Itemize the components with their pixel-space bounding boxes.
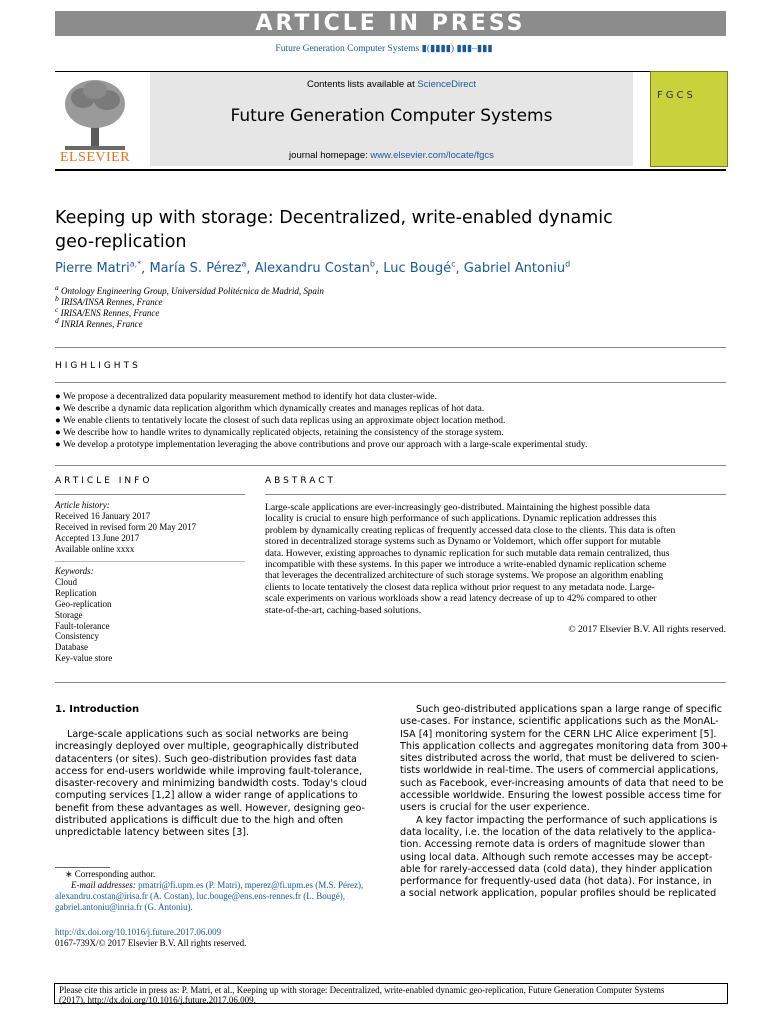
history-label: Article history: bbox=[55, 500, 110, 510]
introduction-heading: 1. Introduction bbox=[55, 704, 140, 715]
abstract-line: locality is crucial to ensure high performance of such applications. Dynamic replication addresses this bbox=[265, 513, 657, 525]
history-item: Available online xxxx bbox=[55, 543, 135, 554]
citation-line: (2017), http://dx.doi.org/10.1016/j.future.2017.06.009. bbox=[59, 995, 256, 1005]
abstract-copyright: © 2017 Elsevier B.V. All rights reserved. bbox=[568, 624, 726, 635]
affiliation: $^b$ IRISA/INSA Rennes, France bbox=[55, 294, 163, 307]
highlight-item: ● We enable clients to tentatively locate the closest of such data replicas using an approximate object location method. bbox=[55, 416, 506, 426]
history-item: Accepted 13 June 2017 bbox=[55, 532, 140, 543]
abstract-text bbox=[265, 502, 726, 616]
affiliation: $^d$ INRIA Rennes, France bbox=[55, 316, 143, 329]
homepage-link[interactable]: www.elsevier.com/locate/fgcs bbox=[370, 150, 494, 161]
body-line: This application collects and aggregates monitoring data from 300+ bbox=[400, 740, 729, 752]
email-label: E-mail addresses: bbox=[71, 880, 136, 890]
abstract-heading: ABSTRACT bbox=[265, 476, 337, 486]
body-rule bbox=[55, 682, 726, 683]
body-line: tion. Accessing remote data is orders of magnitude slower than bbox=[400, 839, 706, 851]
author-list: Pierre Matri$^{a,*}$, María S. Pérez$^a$, Alexandru Costan$^b$, Luc Bougé$^c$, Gabriel Antoniu$^d$ bbox=[55, 260, 571, 277]
author-name[interactable]: María S. Pérez$^a$ bbox=[149, 260, 247, 277]
highlights-rule-top bbox=[55, 347, 726, 348]
elsevier-wordmark: ELSEVIER bbox=[59, 150, 131, 165]
journal-name: Future Generation Computer Systems bbox=[230, 106, 553, 126]
keyword: Geo-replication bbox=[55, 598, 112, 609]
abstract-line: clients to locate tentatively the closest data replica without prior request to any metadata node. Large- bbox=[265, 581, 655, 593]
body-line: distributed applications is difficult due to the high and often bbox=[55, 815, 344, 827]
cover-title: FGCS bbox=[657, 90, 696, 101]
footnote-rule bbox=[55, 867, 110, 868]
email-line[interactable]: pmatri@fi.upm.es (P. Matri), mperez@fi.upm.es (M.S. Pérez), bbox=[138, 880, 364, 890]
info-rule-top bbox=[55, 465, 726, 466]
body-line: access for end-users worldwide while improving fault-tolerance, bbox=[55, 765, 363, 777]
contents-prefix: Contents lists available at bbox=[307, 79, 418, 90]
highlight-item: ● We describe a dynamic data replication algorithm which dynamically creates and manages replicas of hot data. bbox=[55, 404, 485, 414]
doi-link[interactable]: http://dx.doi.org/10.1016/j.future.2017.06.009 bbox=[55, 927, 222, 937]
abstract-line: data. However, existing approaches to dynamic replication for such mutable data remain centralized, thus bbox=[265, 547, 670, 559]
highlights-rule bbox=[55, 382, 726, 383]
article-history bbox=[55, 500, 196, 555]
title-line-2: geo-replication bbox=[55, 232, 187, 252]
highlight-item: ● We develop a prototype implementation leveraging the above contributions and prove our approach with a large-scale experimental study. bbox=[55, 440, 588, 450]
homepage-prefix: journal homepage: bbox=[289, 150, 371, 161]
article-in-press-banner: ARTICLE IN PRESS bbox=[55, 11, 726, 36]
body-line: users is crucial for the user experience. bbox=[400, 802, 590, 814]
author-name[interactable]: Gabriel Antoniu$^d$ bbox=[463, 260, 571, 277]
corresponding-author: Corresponding author. bbox=[74, 869, 156, 879]
header-bottom-rule bbox=[55, 169, 726, 171]
sciencedirect-link[interactable]: ScienceDirect bbox=[417, 79, 476, 90]
keyword: Fault-tolerance bbox=[55, 620, 110, 631]
body-line: increasingly deployed over multiple, geographically distributed bbox=[55, 741, 359, 753]
citation-line: Please cite this article in press as: P. Matri, et al., Keeping up with storage: Decentralized, write-enabled dynamic geo-replication, Future Generation Computer Systems bbox=[59, 985, 665, 995]
citation-box bbox=[54, 983, 728, 1004]
homepage-line bbox=[150, 150, 633, 161]
affiliation: $^a$ Ontology Engineering Group, Universidad Politécnica de Madrid, Spain bbox=[55, 283, 324, 296]
body-line: able for rarely-accessed data (cold data), they hinder application bbox=[400, 863, 713, 875]
body-line: data locality, i.e. the location of the data relatively to the applica- bbox=[400, 826, 716, 838]
journal-reference-name: Future Generation Computer Systems bbox=[275, 44, 420, 54]
abstract-line: that leverages the decentralized architecture of such storage systems. We propose an algorithm enabling bbox=[265, 570, 664, 582]
article-title bbox=[55, 206, 695, 254]
author-name[interactable]: Pierre Matri$^{a,*}$ bbox=[55, 260, 142, 277]
highlights-heading: HIGHLIGHTS bbox=[55, 361, 141, 371]
body-line: datacenters (or sites). Such geo-distribution provides fast data bbox=[55, 753, 357, 765]
body-line: performance for frequently-used data (hot data). For instance, in bbox=[400, 876, 712, 888]
footnote bbox=[55, 869, 363, 913]
abstract-line: Large-scale applications are ever-increasingly geo-distributed. Maintaining the highest possible data bbox=[265, 502, 650, 513]
keyword: Replication bbox=[55, 587, 97, 598]
body-line: ISA [4] monitoring system for the CERN LHC Alice experiment [5]. bbox=[400, 728, 717, 740]
keywords-rule bbox=[55, 561, 245, 562]
body-line: Such geo-distributed applications span a large range of specific bbox=[416, 704, 723, 715]
elsevier-logo bbox=[55, 74, 135, 166]
body-line: a social network application, popular profiles should be replicated bbox=[400, 888, 717, 900]
body-line: Large-scale applications such as social networks are being bbox=[67, 729, 349, 740]
author-name[interactable]: Alexandru Costan$^b$ bbox=[254, 260, 375, 277]
title-line-1: Keeping up with storage: Decentralized, write-enabled dynamic bbox=[55, 208, 613, 228]
body-line: disaster-recovery and minimizing bandwidth costs. Today's cloud bbox=[55, 778, 367, 790]
footnote-star: ∗ bbox=[65, 869, 73, 879]
keyword: Storage bbox=[55, 609, 83, 620]
history-item: Received in revised form 20 May 2017 bbox=[55, 521, 196, 532]
body-line: accessible worldwide. Ensuring the lowest possible access time for bbox=[400, 790, 722, 802]
history-item: Received 16 January 2017 bbox=[55, 510, 151, 521]
issn-line: 0167-739X/© 2017 Elsevier B.V. All rights reserved. bbox=[55, 938, 247, 948]
abstract-line: scale experiments on various workloads show a read latency decrease of up to 42% compared to other bbox=[265, 593, 657, 605]
abstract-line: incompatible with these systems. In this paper we introduce a write-enabled dynamic replication scheme bbox=[265, 559, 667, 571]
author-name[interactable]: Luc Bougé$^c$ bbox=[383, 260, 456, 277]
keyword: Consistency bbox=[55, 631, 99, 642]
abstract-line: stored in decentralized storage systems such as Dynamo or Voldemort, which offer support for mutable bbox=[265, 536, 661, 548]
body-line: tists worldwide in real-time. The users of commercial applications, bbox=[400, 765, 719, 777]
body-line: unpredictable latency between sites [3]. bbox=[55, 827, 250, 839]
body-line: use-cases. For instance, scientific applications such as the MonAL- bbox=[400, 716, 719, 728]
affiliation: $^c$ IRISA/ENS Rennes, France bbox=[55, 305, 160, 318]
info-rule bbox=[55, 494, 245, 495]
journal-cover bbox=[650, 71, 728, 167]
email-line[interactable]: alexandru.costan@irisa.fr (A. Costan), luc.bouge@ens.ens-rennes.fr (L. Bougé), bbox=[55, 891, 345, 901]
body-line: computing services [1,2] allow a wider range of applications to bbox=[55, 790, 358, 802]
body-line: A key factor impacting the performance of such applications is bbox=[416, 814, 718, 826]
keywords-label: Keywords: bbox=[55, 566, 94, 576]
body-line: using local data. Although such remote accesses may be accept- bbox=[400, 851, 713, 863]
article-info-heading: ARTICLE INFO bbox=[55, 476, 153, 486]
body-line: such as Facebook, ever-increasing amounts of data that need to be bbox=[400, 777, 724, 789]
introduction-right-column bbox=[400, 704, 729, 901]
keyword: Cloud bbox=[55, 576, 78, 587]
email-line[interactable]: gabriel.antoniu@inria.fr (G. Antoniu). bbox=[55, 902, 193, 912]
contents-line bbox=[150, 79, 633, 90]
body-line: sites distributed across the world, that must be delivered to scien- bbox=[400, 753, 720, 765]
keyword: Key-value store bbox=[55, 653, 113, 664]
highlight-item: ● We propose a decentralized data popularity measurement method to identify hot data cluster-wide. bbox=[55, 392, 437, 402]
body-line: benefit from these advantages as well. However, designing geo- bbox=[55, 802, 365, 814]
highlight-item: ● We describe how to handle writes to dynamically replicated objects, retaining the consistency of the storage system. bbox=[55, 428, 504, 438]
abstract-line: problem by dynamically creating replicas of frequently accessed data close to the clients. This data is often bbox=[265, 524, 676, 536]
keyword: Database bbox=[55, 642, 88, 653]
abstract-rule bbox=[265, 494, 726, 495]
introduction-left-column bbox=[55, 729, 379, 840]
journal-reference-code: ▮(▮▮▮▮) ▮▮▮–▮▮▮ bbox=[421, 44, 493, 54]
abstract-line: state-of-the-art, caching-based solutions. bbox=[265, 604, 422, 616]
journal-reference[interactable] bbox=[0, 43, 768, 54]
keywords bbox=[55, 566, 112, 664]
